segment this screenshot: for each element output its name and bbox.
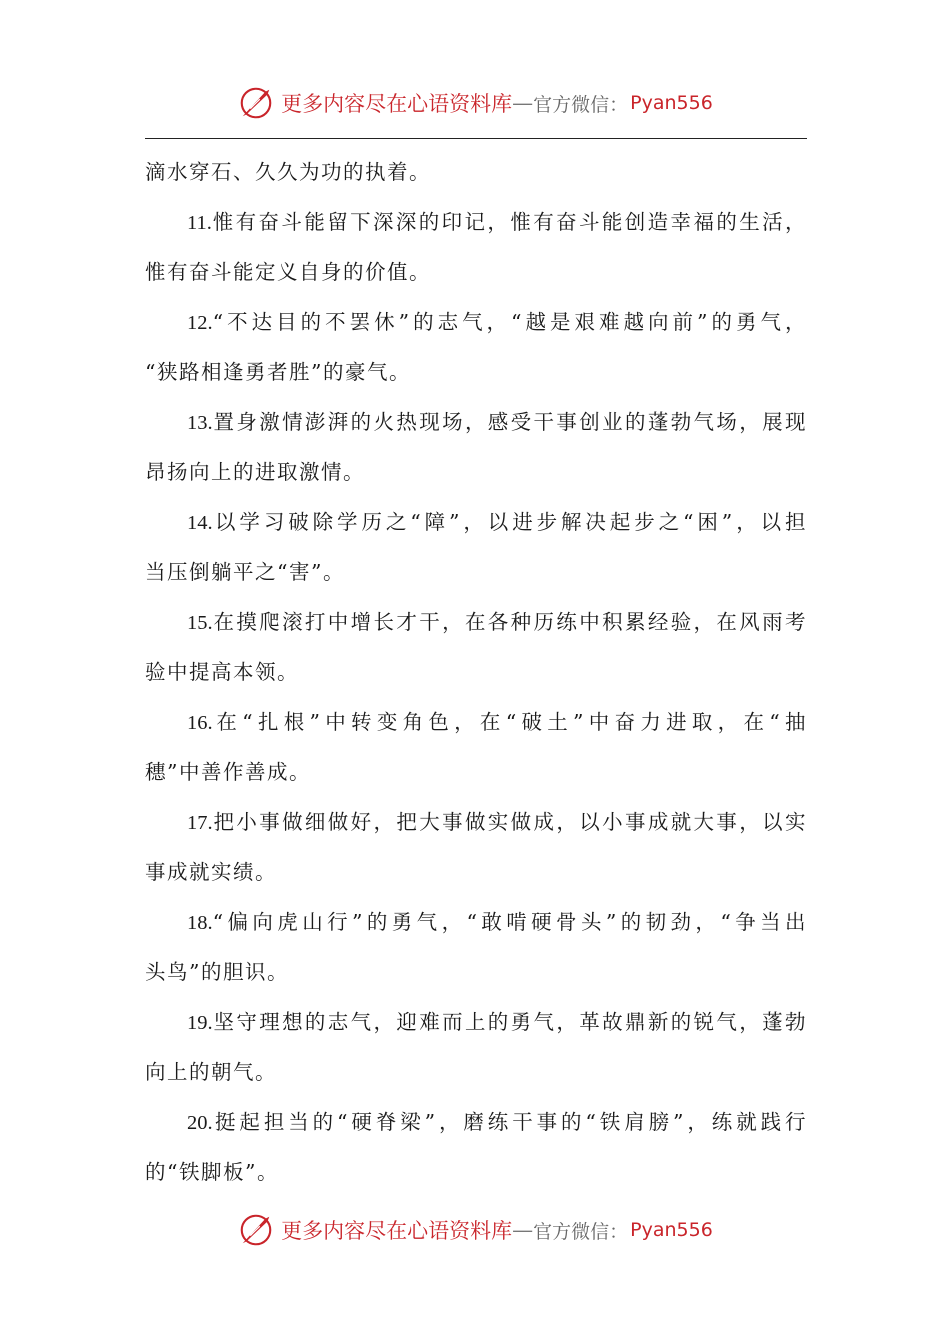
header-banner (0, 78, 950, 128)
text-line: 16.在“扎根”中转变角色，在“破土”中奋力进取，在“抽 (187, 710, 807, 734)
text-line: 17.把小事做细做好，把大事做实做成，以小事成就大事，以实 (187, 810, 807, 834)
quill-logo-icon (237, 84, 275, 122)
text-line: 滴水穿石、久久为功的执着。 (145, 160, 431, 184)
banner-dash: — (512, 1218, 534, 1242)
footer-banner (0, 1205, 950, 1255)
text-line: 向上的朝气。 (145, 1060, 277, 1084)
item-number: 13. (187, 412, 213, 434)
item-number: 17. (187, 812, 213, 834)
text-line: 的“铁脚板”。 (145, 1160, 279, 1184)
banner-wechat-label: 官方微信： (533, 93, 629, 116)
quill-logo-icon (237, 1211, 275, 1249)
banner-dash: — (512, 91, 534, 115)
header-rule (145, 138, 807, 139)
text-line: 20.挺起担当的“硬脊梁”，磨练干事的“铁肩膀”，练就践行 (187, 1110, 807, 1134)
document-body (145, 147, 807, 1197)
text-line: 11.惟有奋斗能留下深深的印记，惟有奋斗能创造幸福的生活， (187, 210, 807, 234)
text-line: 18.“偏向虎山行”的勇气，“敢啃硬骨头”的韧劲，“争当出 (187, 910, 807, 934)
text-line: 事成就实绩。 (145, 860, 277, 884)
text-line: 验中提高本领。 (145, 660, 299, 684)
item-number: 12. (187, 312, 213, 334)
banner-site-name: 更多内容尽在心语资料库 (281, 92, 513, 116)
item-number: 11. (187, 212, 212, 234)
item-number: 16. (187, 712, 213, 734)
item-number: 20. (187, 1112, 213, 1134)
banner-wechat-label: 官方微信： (533, 1220, 629, 1243)
text-line: 14.以学习破除学历之“障”，以进步解决起步之“困”，以担 (187, 510, 807, 534)
banner-wechat-id: Pyan556 (630, 92, 713, 114)
banner-wechat-id: Pyan556 (630, 1219, 713, 1241)
text-line: 19.坚守理想的志气，迎难而上的勇气，革故鼎新的锐气，蓬勃 (187, 1010, 807, 1034)
text-line: “狭路相逢勇者胜”的豪气。 (145, 360, 411, 384)
banner-site-name: 更多内容尽在心语资料库 (281, 1219, 513, 1243)
text-line: 12.“不达目的不罢休”的志气，“越是艰难越向前”的勇气， (187, 310, 807, 334)
item-number: 19. (187, 1012, 213, 1034)
item-number: 15. (187, 612, 213, 634)
text-line: 惟有奋斗能定义自身的价值。 (145, 260, 431, 284)
text-line: 13.置身激情澎湃的火热现场，感受干事创业的蓬勃气场，展现 (187, 410, 807, 434)
text-line: 当压倒躺平之“害”。 (145, 560, 345, 584)
text-line: 头鸟”的胆识。 (145, 960, 289, 984)
text-line: 穗”中善作善成。 (145, 760, 311, 784)
text-line: 15.在摸爬滚打中增长才干，在各种历练中积累经验，在风雨考 (187, 610, 807, 634)
item-number: 14. (187, 512, 213, 534)
item-number: 18. (187, 912, 213, 934)
text-line: 昂扬向上的进取激情。 (145, 460, 365, 484)
